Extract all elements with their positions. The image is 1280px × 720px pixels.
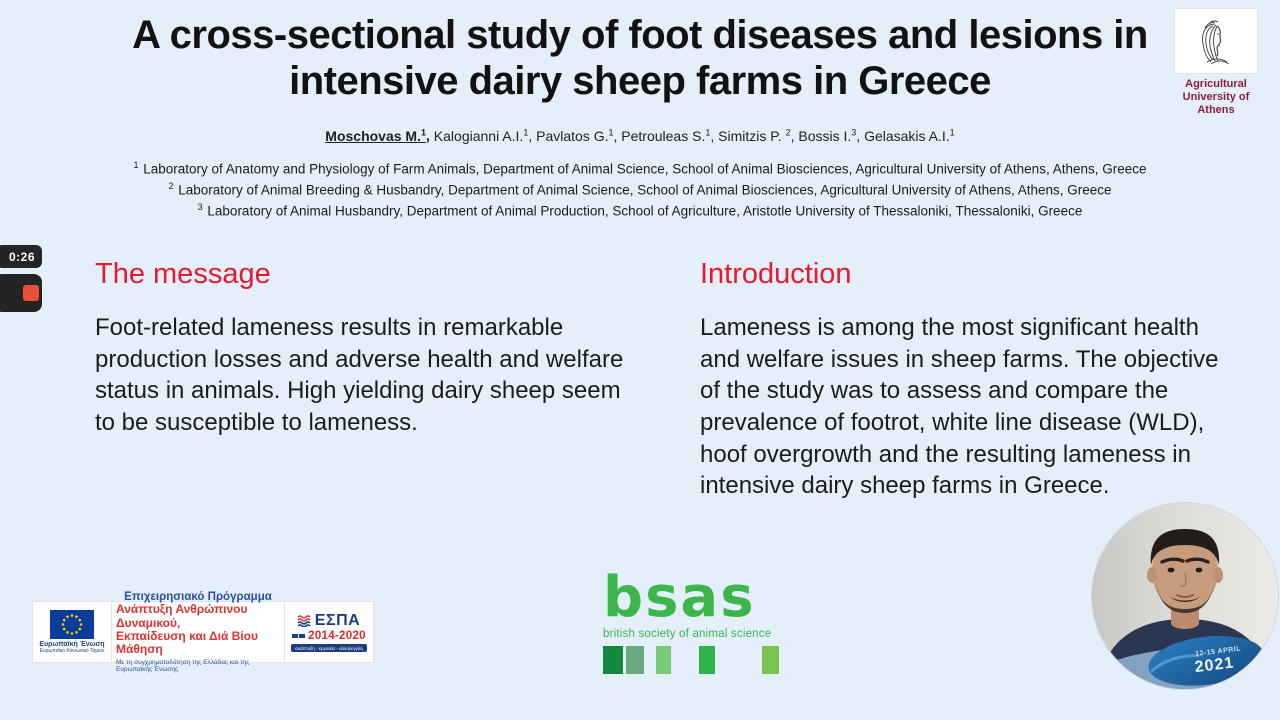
author: Petrouleas S.$^1$, <box>621 127 719 144</box>
section-body: Lameness is among the most significant health and welfare issues in sheep farms. The objective of the study was to assess and compare the prevalence of footrot, white line disease (WLD), hoof overgrowth and the resulting lameness in intensive dairy sheep farms in Greece. <box>700 314 1219 500</box>
affiliation-line: $^3$ Laboratory of Animal Husbandry, Department of Animal Production, School of Agriculture, Aristotle University of Thessaloniki, Thessaloniki, Greece <box>197 201 1083 218</box>
eu-flag-label: Ευρωπαϊκή Ένωση <box>39 641 105 648</box>
bsas-logo <box>603 565 779 674</box>
author: Pavlatos G.$^1$, <box>536 127 622 144</box>
university-name: Agricultural University of Athens <box>1182 78 1250 116</box>
bsas-bar <box>699 646 715 674</box>
espa-mini-flags-icon <box>292 634 305 638</box>
espa-tagline: ανάπτυξη - εργασία - αλληλεγγύη <box>291 644 367 652</box>
bsas-bar <box>603 646 623 674</box>
espa-years: 2014-2020 <box>308 630 366 642</box>
authors-line <box>0 127 1280 144</box>
author: Kalogianni A.I.$^1$, <box>433 127 537 144</box>
section-heading: Introduction <box>700 258 852 290</box>
stop-recording-button[interactable] <box>0 274 42 312</box>
webcam-video-bubble[interactable] <box>1092 503 1278 689</box>
bsas-bar <box>656 646 671 674</box>
recording-timer: 0:26 <box>8 249 35 264</box>
svg-text:2021: 2021 <box>1193 654 1236 677</box>
eu-fund-label: Ευρωπαϊκό Κοινωνικό Ταμείο <box>39 648 105 654</box>
slide-title: A cross-sectional study of foot diseases and lesions in intensive dairy sheep farms in Greece <box>132 13 1148 104</box>
recording-timer-badge <box>0 245 42 268</box>
espa-wordmark: ΕΣΠΑ <box>314 612 361 629</box>
author: Gelasakis A.I.$^1$ <box>864 127 955 144</box>
stop-icon <box>23 285 39 301</box>
section-introduction <box>700 258 1245 502</box>
bsas-bars-icon <box>603 646 779 674</box>
eu-flag-cell <box>33 602 112 662</box>
section-heading: The message <box>95 258 271 290</box>
bsas-subtitle: british society of animal science <box>603 628 772 640</box>
author: Moschovas M.$^1$, <box>325 127 434 144</box>
demeter-emblem-icon <box>1174 8 1258 74</box>
affiliations <box>0 159 1280 221</box>
bsas-bar <box>626 646 644 674</box>
author: Simitzis P. $^2$, <box>718 127 799 144</box>
eu-funding-banner <box>32 591 374 673</box>
bsas-bar <box>762 646 779 674</box>
author: Bossis I.$^3$, <box>798 127 865 144</box>
affiliation-line: $^2$ Laboratory of Animal Breeding & Husbandry, Department of Animal Science, School of Animal Biosciences, Agricultural University of Athens, Athens, Greece <box>168 180 1112 198</box>
espa-waves-icon <box>298 615 312 627</box>
presenter-avatar <box>1092 503 1278 689</box>
section-the-message <box>95 258 640 439</box>
bsas-wordmark: bsas <box>603 565 756 630</box>
affiliation-line: $^1$ Laboratory of Anatomy and Physiology of Farm Animals, Department of Animal Science, School of Animal Biosciences, Agricultural University of Athens, Athens, Greece <box>133 160 1147 177</box>
svg-text:12-15 APRIL: 12-15 APRIL <box>1194 645 1242 659</box>
espa-logo <box>285 602 373 662</box>
eu-flag-icon <box>50 610 94 639</box>
university-logo <box>1172 8 1260 117</box>
operational-programme-text: Επιχειρησιακό Πρόγραμμα Ανάπτυξη Ανθρώπινου Δυναμικού, Εκπαίδευση και Διά Βίου Μάθηση Με τη συγχρηματοδότηση της Ελλάδας και της Ευρωπαϊκής Ένωσης <box>112 602 285 662</box>
section-body: Foot-related lameness results in remarkable production losses and adverse health and welfare status in animals. High yielding dairy sheep seem to be susceptible to lameness. <box>95 314 624 437</box>
